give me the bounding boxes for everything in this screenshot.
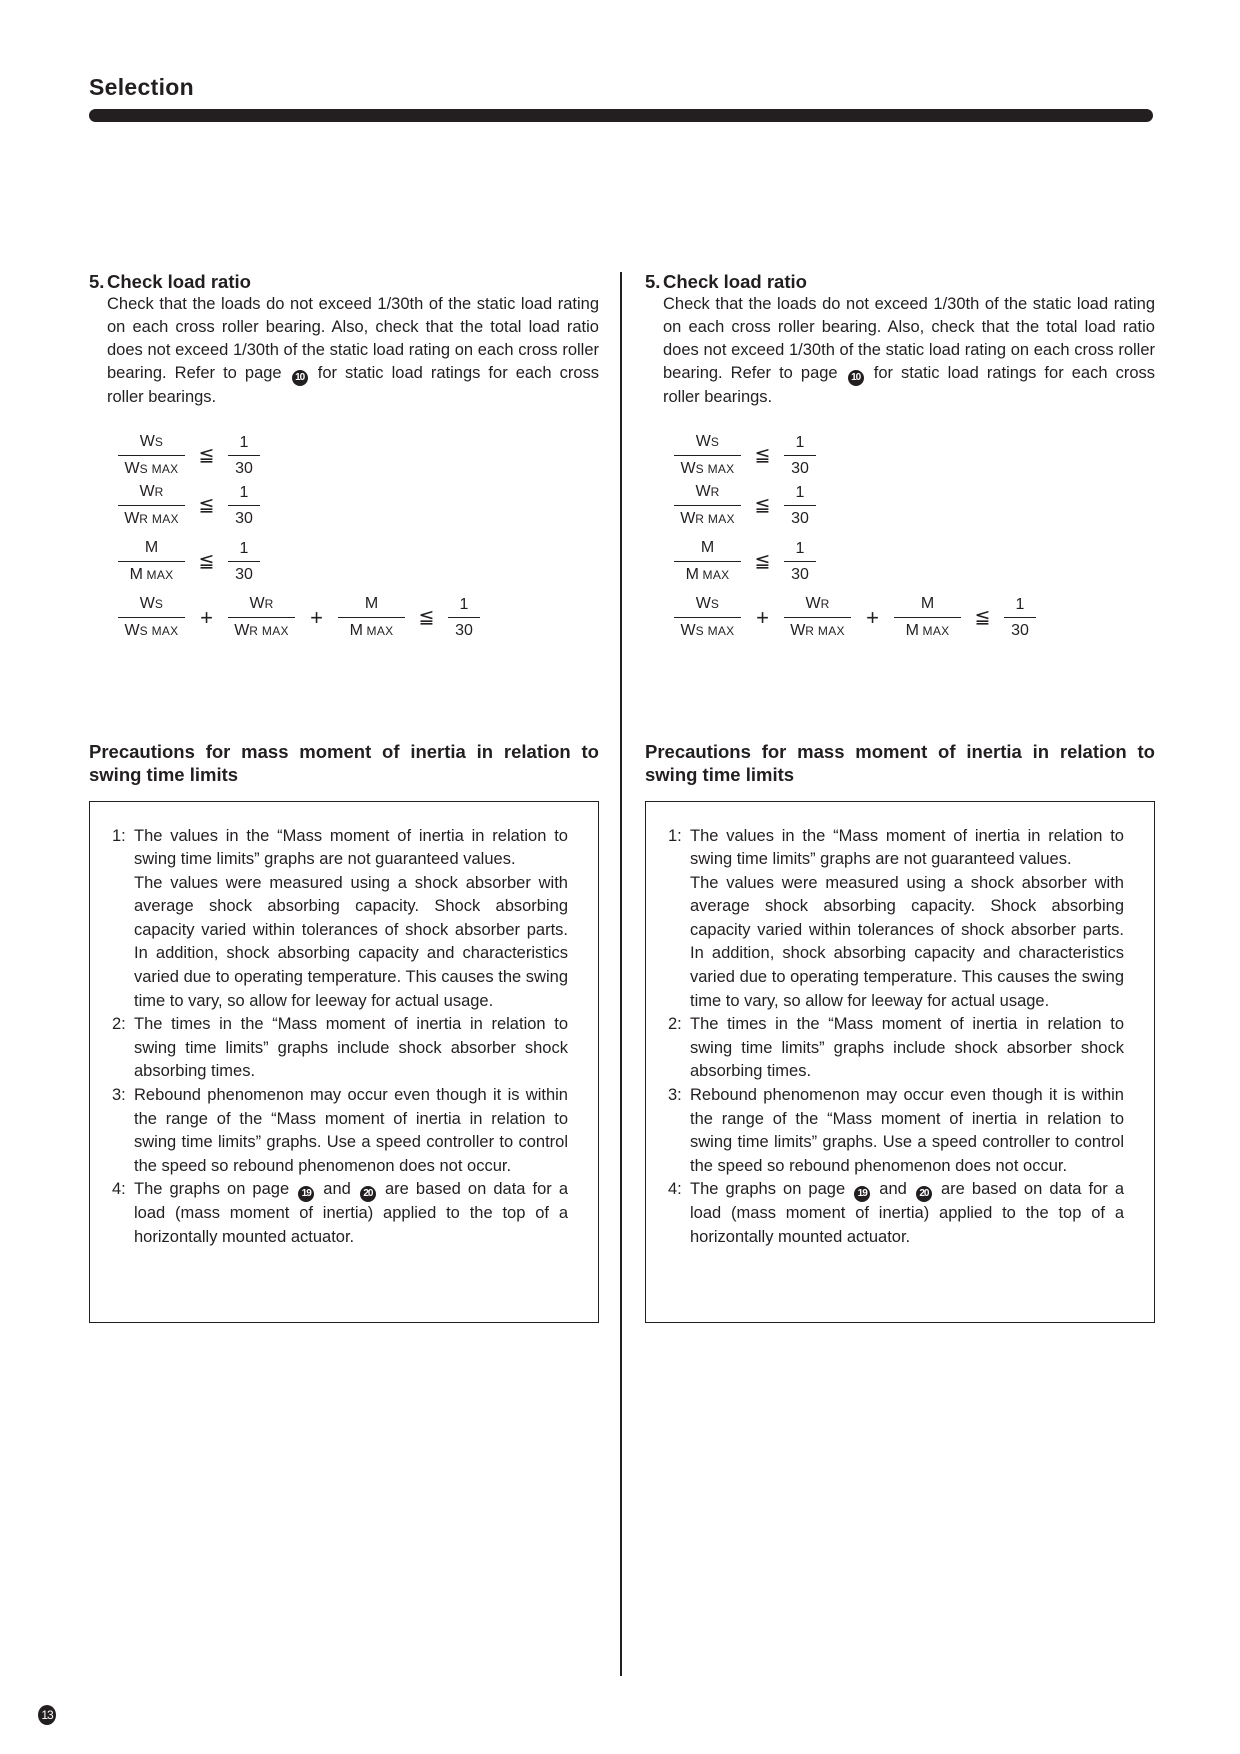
fraction: $\frac{M}{\text{M MAX}}$ bbox=[674, 537, 741, 586]
item-number: 2: bbox=[668, 1015, 682, 1034]
plus-symbol: + bbox=[866, 604, 879, 630]
fraction: $\frac{WR}{\text{WR MAX}}$ bbox=[674, 481, 741, 530]
leq-symbol: ≦ bbox=[754, 495, 771, 516]
fraction: $\frac{WS}{\text{WS MAX}}$ bbox=[118, 593, 185, 642]
precaution-item bbox=[112, 1178, 568, 1249]
item-number: 4: bbox=[112, 1180, 126, 1199]
step-body-text: for static load ratings for each cross roller bearings. bbox=[107, 364, 599, 406]
item-text: The values in the “Mass moment of inertia in relation to swing time limits” graphs are not guaranteed values. bbox=[134, 826, 568, 869]
page-ref-badge: 20 bbox=[360, 1186, 376, 1202]
step-body-text: Check that the loads do not exceed 1/30th of the static load rating on each cross roller bearing. Also, check that the total load ratio does not exceed 1/30th of the static load rating on each cross roller bearing. Refer to page bbox=[663, 295, 1155, 382]
page-ref-badge: 20 bbox=[916, 1186, 932, 1202]
step-number: 5. bbox=[645, 271, 661, 292]
step-body-text: for static load ratings for each cross roller bearings. bbox=[663, 364, 1155, 406]
load-ratio-formulas bbox=[89, 432, 599, 662]
item-number: 1: bbox=[668, 826, 682, 845]
precautions-box bbox=[89, 801, 599, 1323]
page-ref-badge: 10 bbox=[292, 370, 308, 386]
precaution-item bbox=[668, 1178, 1124, 1249]
item-text: The values were measured using a shock absorber with average shock absorbing capacity. Shock absorbing capacity varied within tolerances of shock absorber parts. In addition, shock absorbing capacity and characteristics varied due to operating temperature. This causes the swing time to vary, so allow for leeway for actual usage. bbox=[134, 873, 568, 1010]
fraction-rhs: $\frac{1}{30}$ bbox=[228, 482, 260, 529]
header-rule bbox=[89, 109, 1153, 122]
page-number-badge: 13 bbox=[38, 1705, 56, 1725]
fraction-rhs: $\frac{1}{30}$ bbox=[448, 594, 480, 641]
leq-symbol: ≦ bbox=[974, 607, 991, 628]
precaution-item bbox=[668, 1084, 1124, 1178]
item-text: The times in the “Mass moment of inertia in relation to swing time limits” graphs include shock absorber shock absorbing times. bbox=[690, 1015, 1124, 1081]
section-title: Selection bbox=[89, 74, 194, 100]
fraction: $\frac{M}{\text{M MAX}}$ bbox=[338, 593, 405, 642]
item-number: 1: bbox=[112, 826, 126, 845]
fraction-rhs: $\frac{1}{30}$ bbox=[228, 538, 260, 585]
formula-sum bbox=[118, 594, 480, 642]
page-ref-badge: 19 bbox=[854, 1186, 870, 1202]
step-title: Check load ratio bbox=[107, 271, 251, 292]
item-number: 2: bbox=[112, 1015, 126, 1034]
fraction: $\frac{M}{\text{M MAX}}$ bbox=[118, 537, 185, 586]
leq-symbol: ≦ bbox=[418, 607, 435, 628]
plus-symbol: + bbox=[756, 604, 769, 630]
step-heading bbox=[645, 270, 1155, 293]
item-text: The values in the “Mass moment of inertia in relation to swing time limits” graphs are not guaranteed values. bbox=[690, 826, 1124, 869]
item-text: The graphs on page 19 and 20 are based on data for a load (mass moment of inertia) applied to the top of a horizontally mounted actuator. bbox=[134, 1180, 569, 1246]
fraction-rhs: $\frac{1}{30}$ bbox=[784, 432, 816, 479]
left-column bbox=[89, 270, 599, 1323]
fraction: $\frac{WS}{\text{WS MAX}}$ bbox=[118, 431, 185, 480]
formula-sum bbox=[674, 594, 1036, 642]
precaution-item bbox=[668, 1013, 1124, 1084]
plus-symbol: + bbox=[200, 604, 213, 630]
item-text: Rebound phenomenon may occur even though it is within the range of the “Mass moment of inertia in relation to swing time limits” graphs. Use a speed controller to control the speed so rebound phenomenon does not occur. bbox=[690, 1086, 1124, 1175]
fraction: $\frac{WR}{\text{WR MAX}}$ bbox=[228, 593, 295, 642]
step-body bbox=[663, 293, 1155, 409]
formula-ws bbox=[674, 432, 816, 480]
precautions-box bbox=[645, 801, 1155, 1323]
fraction-rhs: $\frac{1}{30}$ bbox=[228, 432, 260, 479]
fraction: $\frac{WS}{\text{WS MAX}}$ bbox=[674, 431, 741, 480]
step-number: 5. bbox=[89, 271, 105, 292]
leq-symbol: ≦ bbox=[754, 445, 771, 466]
fraction-rhs: $\frac{1}{30}$ bbox=[784, 482, 816, 529]
page-ref-badge: 19 bbox=[298, 1186, 314, 1202]
formula-ws bbox=[118, 432, 260, 480]
leq-symbol: ≦ bbox=[198, 495, 215, 516]
item-number: 3: bbox=[112, 1086, 126, 1105]
precaution-item bbox=[668, 825, 1124, 1014]
step-heading bbox=[89, 270, 599, 293]
item-text: Rebound phenomenon may occur even though it is within the range of the “Mass moment of inertia in relation to swing time limits” graphs. Use a speed controller to control the speed so rebound phenomenon does not occur. bbox=[134, 1086, 568, 1175]
formula-m bbox=[674, 538, 816, 586]
item-number: 4: bbox=[668, 1180, 682, 1199]
formula-wr bbox=[674, 482, 816, 530]
leq-symbol: ≦ bbox=[198, 551, 215, 572]
load-ratio-formulas bbox=[645, 432, 1155, 662]
precautions-heading: Precautions for mass moment of inertia in relation to swing time limits bbox=[89, 740, 599, 785]
item-number: 3: bbox=[668, 1086, 682, 1105]
item-text: The values were measured using a shock absorber with average shock absorbing capacity. Shock absorbing capacity varied within tolerances of shock absorber parts. In addition, shock absorbing capacity and characteristics varied due to operating temperature. This causes the swing time to vary, so allow for leeway for actual usage. bbox=[690, 873, 1124, 1010]
step-body-text: Check that the loads do not exceed 1/30th of the static load rating on each cross roller bearing. Also, check that the total load ratio does not exceed 1/30th of the static load rating on each cross roller bearing. Refer to page bbox=[107, 295, 599, 382]
precaution-item bbox=[112, 825, 568, 1014]
precaution-item bbox=[112, 1013, 568, 1084]
item-text: The times in the “Mass moment of inertia in relation to swing time limits” graphs include shock absorber shock absorbing times. bbox=[134, 1015, 568, 1081]
fraction-rhs: $\frac{1}{30}$ bbox=[1004, 594, 1036, 641]
page-ref-badge: 10 bbox=[848, 370, 864, 386]
fraction: $\frac{WR}{\text{WR MAX}}$ bbox=[784, 593, 851, 642]
formula-wr bbox=[118, 482, 260, 530]
fraction: $\frac{M}{\text{M MAX}}$ bbox=[894, 593, 961, 642]
leq-symbol: ≦ bbox=[198, 445, 215, 466]
step-title: Check load ratio bbox=[663, 271, 807, 292]
leq-symbol: ≦ bbox=[754, 551, 771, 572]
right-column bbox=[645, 270, 1155, 1323]
formula-m bbox=[118, 538, 260, 586]
item-text: The graphs on page 19 and 20 are based on data for a load (mass moment of inertia) applied to the top of a horizontally mounted actuator. bbox=[690, 1180, 1125, 1246]
precautions-heading: Precautions for mass moment of inertia in relation to swing time limits bbox=[645, 740, 1155, 785]
fraction-rhs: $\frac{1}{30}$ bbox=[784, 538, 816, 585]
precaution-item bbox=[112, 1084, 568, 1178]
fraction: $\frac{WS}{\text{WS MAX}}$ bbox=[674, 593, 741, 642]
fraction: $\frac{WR}{\text{WR MAX}}$ bbox=[118, 481, 185, 530]
column-divider bbox=[620, 272, 622, 1676]
step-body bbox=[107, 293, 599, 409]
plus-symbol: + bbox=[310, 604, 323, 630]
